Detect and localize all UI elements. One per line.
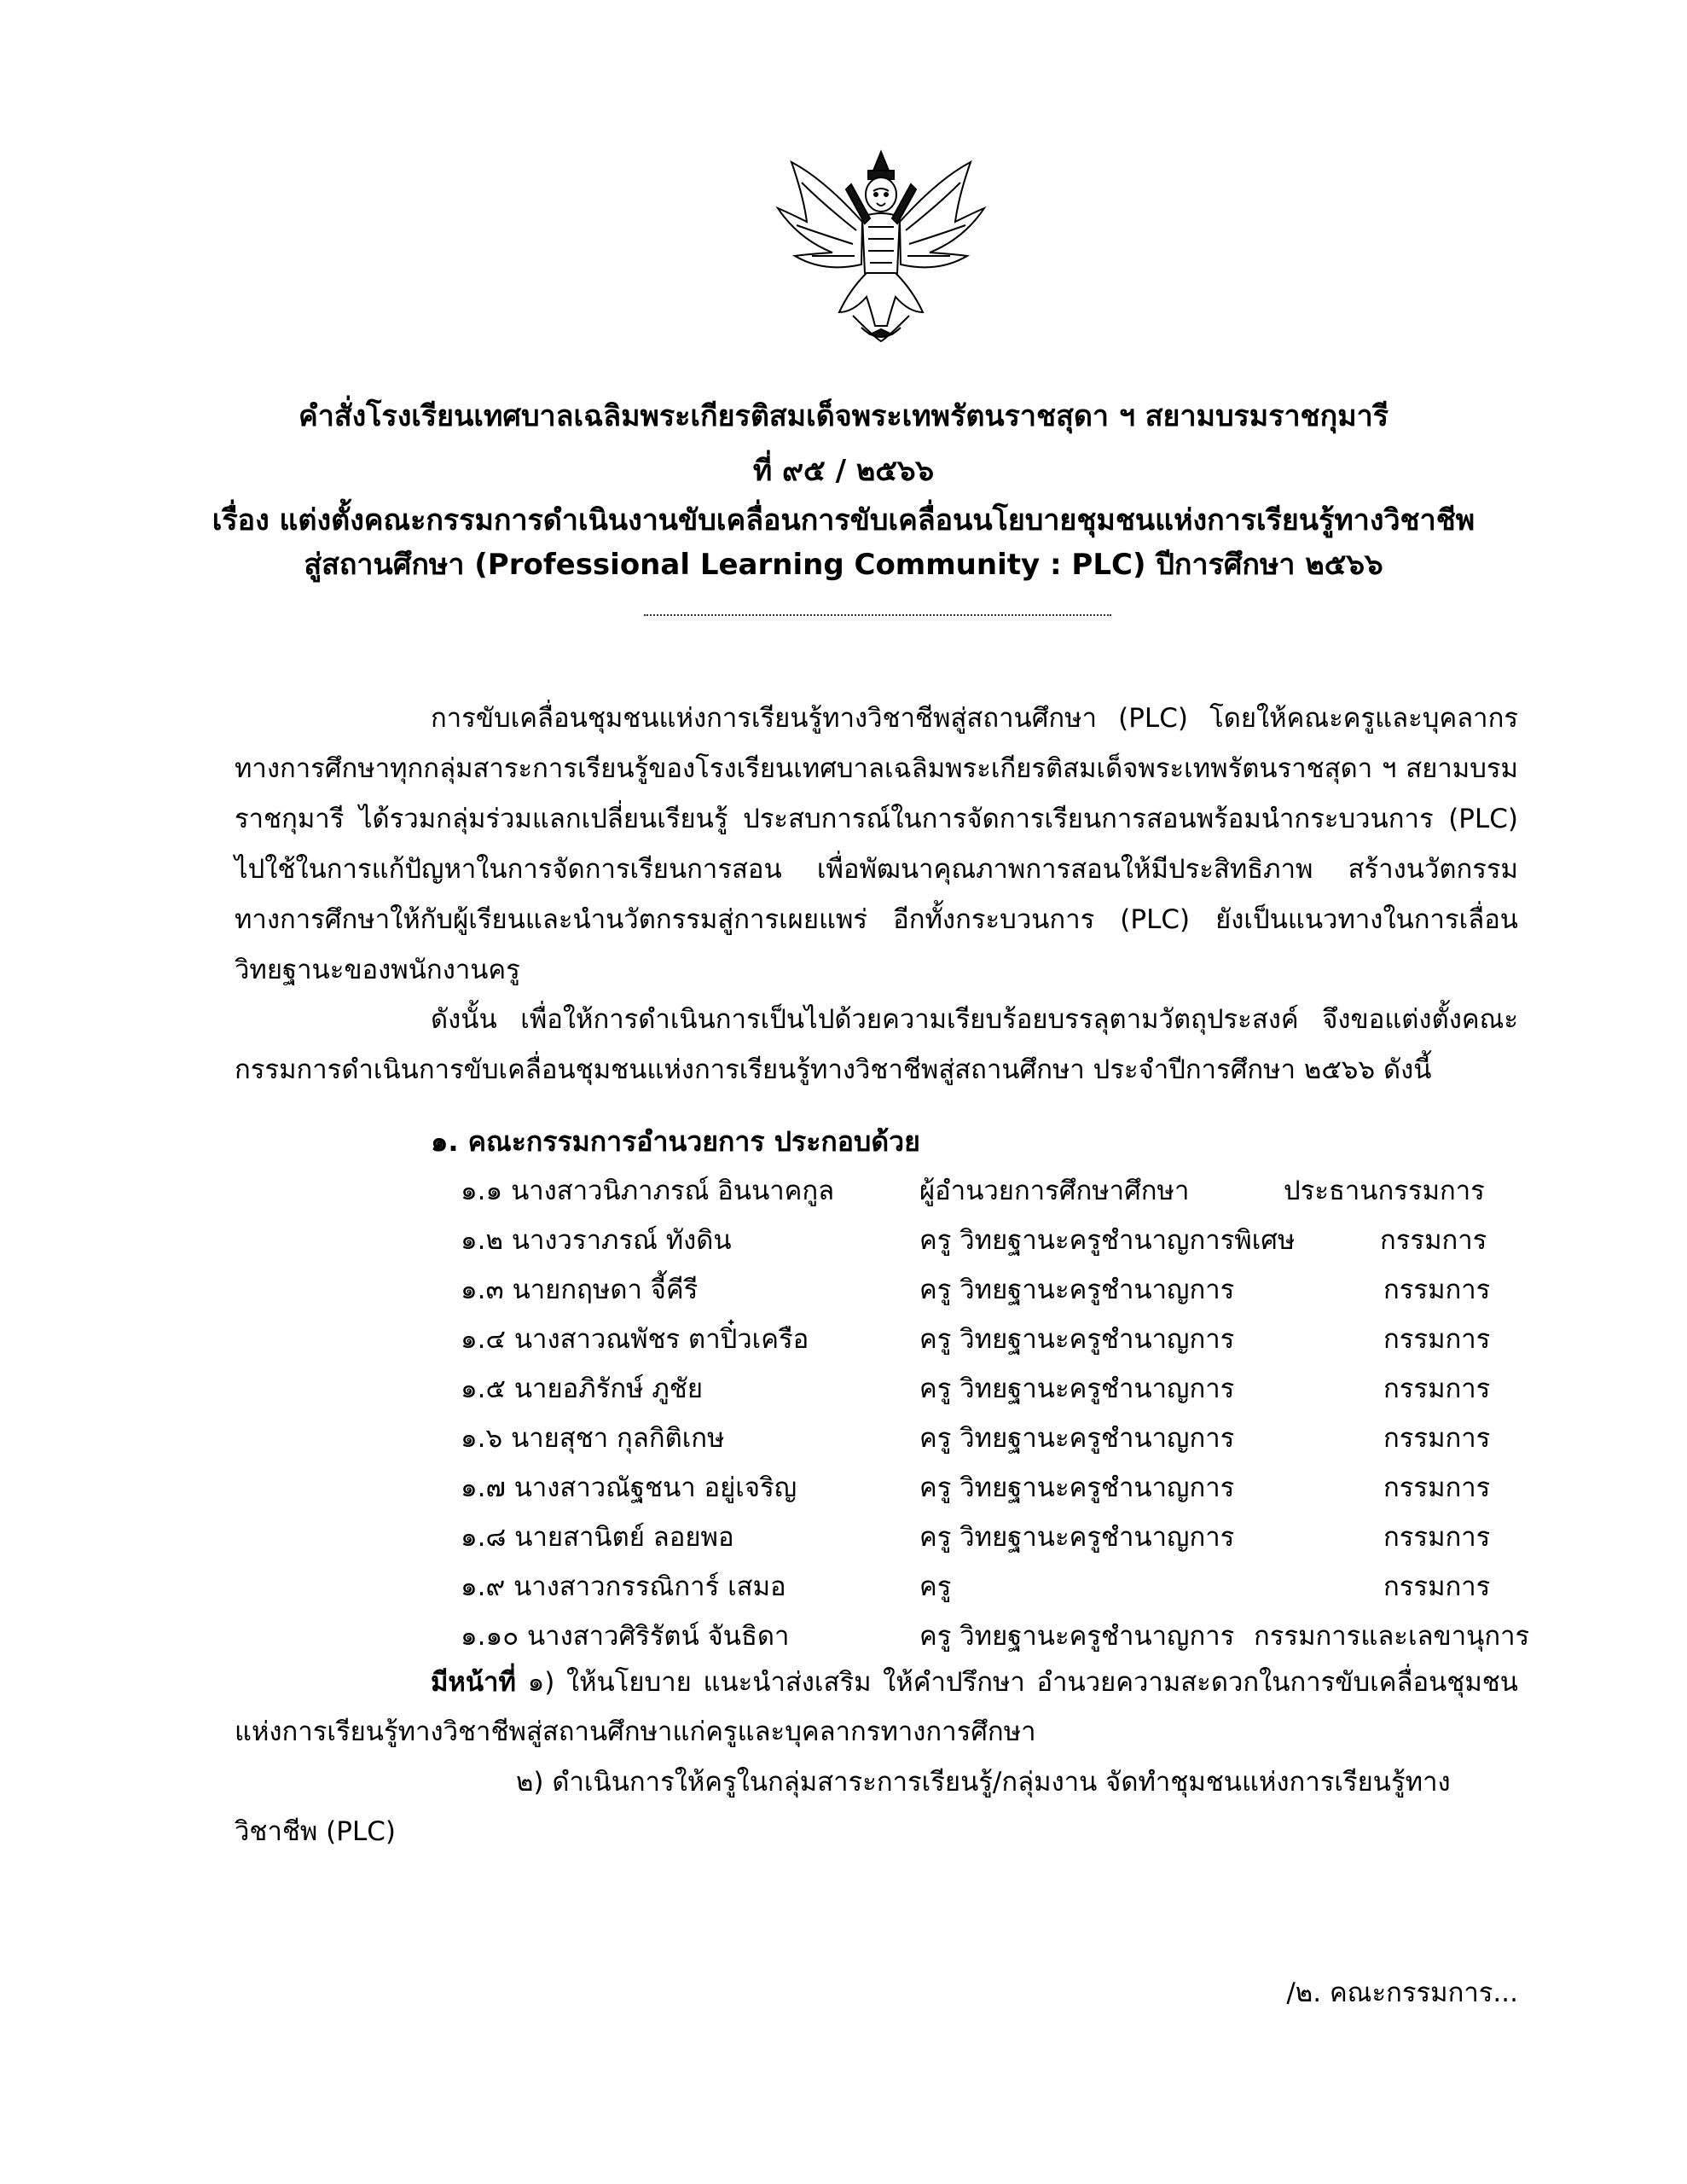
duty-label: มีหน้าที่: [431, 1667, 516, 1698]
committee-title: ๑. คณะกรรมการอำนวยการ ประกอบด้วย: [431, 1125, 920, 1158]
member-name: ๑.๑ นางสาวนิภาภรณ์ อินนาคกูล: [461, 1176, 835, 1206]
page-continuation: /๒. คณะกรรมการ...: [1286, 1978, 1518, 2008]
dotted-divider: [644, 613, 1111, 616]
member-role: กรรมการ: [1383, 1472, 1491, 1503]
member-position: ครู วิทยฐานะครูชำนาญการ: [919, 1324, 1235, 1355]
member-position: ครู วิทยฐานะครูชำนาญการ: [919, 1472, 1235, 1503]
member-position: ครู วิทยฐานะครูชำนาญการพิเศษ: [919, 1225, 1296, 1256]
body-paragraph-1-text: การขับเคลื่อนชุมชนแห่งการเรียนรู้ทางวิชาชีพสู่สถานศึกษา (PLC) โดยให้คณะครูและบุคลากรทางการศึกษาทุกกลุ่มสาระการเรียนรู้ของโรงเรียนเทศบาลเฉลิมพระเกียรติสมเด็จพระเทพรัตนราชสุดา ฯ สยามบรมราชกุมารี ได้รวมกลุ่มร่วมแลกเปลี่ยนเรียนรู้ ประสบการณ์ในการจัดการเรียนการสอนพร้อมนำกระบวนการ (PLC) ไปใช้ในการแก้ปัญหาในการจัดการเรียนการสอน เพื่อพัฒนาคุณภาพการสอนให้มีประสิทธิภาพ สร้างนวัตกรรมทางการศึกษาให้กับผู้เรียนและนำนวัตกรรมสู่การเผยแพร่ อีกทั้งกระบวนการ (PLC) ยังเป็นแนวทางในการเลื่อนวิทยฐานะของพนักงานครู: [235, 703, 1518, 985]
order-subject-continued: สู่สถานศึกษา (Professional Learning Community : PLC) ปีการศึกษา ๒๕๖๖: [304, 548, 1383, 582]
member-position: ครู วิทยฐานะครูชำนาญการ: [919, 1621, 1235, 1652]
member-role: กรรมการ: [1383, 1324, 1491, 1355]
member-name: ๑.๖ นายสุชา กุลกิติเกษ: [461, 1423, 725, 1454]
member-role: กรรมการ: [1380, 1225, 1487, 1256]
duty-1: [235, 1658, 1518, 1757]
member-position: ครู: [919, 1571, 952, 1602]
member-name: ๑.๕ นายอภิรักษ์ ภูชัย: [461, 1374, 704, 1404]
member-role: กรรมการ: [1383, 1374, 1491, 1404]
duty-1-text: ๑) ให้นโยบาย แนะนำส่งเสริม ให้คำปรึกษา อำนวยความสะดวกในการขับเคลื่อนชุมชนแห่งการเรียนรู้ทางวิชาชีพสู่สถานศึกษาแก่ครูและบุคลากรทางการศึกษา: [235, 1667, 1518, 1747]
duty-2-text: ๒) ดำเนินการให้ครูในกลุ่มสาระการเรียนรู้/กลุ่มงาน จัดทำชุมชนแห่งการเรียนรู้ทางวิชาชีพ (PLC): [235, 1767, 1451, 1847]
member-role: ประธานกรรมการ: [1284, 1176, 1485, 1206]
member-name: ๑.๘ นายสานิตย์ ลอยพอ: [461, 1522, 734, 1553]
member-role: กรรมการ: [1383, 1571, 1491, 1602]
member-role: กรรมการ: [1383, 1522, 1491, 1553]
member-position: ครู วิทยฐานะครูชำนาญการ: [919, 1423, 1235, 1454]
member-position: ครู วิทยฐานะครูชำนาญการ: [919, 1522, 1235, 1553]
order-number: ที่ ๙๕ / ๒๕๖๖: [752, 454, 935, 488]
member-role: กรรมการและเลขานุการ: [1254, 1621, 1530, 1652]
member-position: ครู วิทยฐานะครูชำนาญการ: [919, 1374, 1235, 1404]
garuda-emblem-icon: [773, 145, 989, 346]
body-paragraph-1: [235, 694, 1518, 996]
body-paragraph-2: [235, 995, 1518, 1095]
member-role: กรรมการ: [1383, 1275, 1491, 1305]
member-name: ๑.๗ นางสาวณัฐชนา อยู่เจริญ: [461, 1472, 797, 1503]
order-subject: เรื่อง แต่งตั้งคณะกรรมการดำเนินงานขับเคลื่อนการขับเคลื่อนนโยบายชุมชนแห่งการเรียนรู้ทางวิชาชีพ: [212, 503, 1475, 537]
member-role: กรรมการ: [1383, 1423, 1491, 1454]
member-position: ครู วิทยฐานะครูชำนาญการ: [919, 1275, 1235, 1305]
member-name: ๑.๙ นางสาวกรรณิการ์ เสมอ: [461, 1571, 786, 1602]
body-paragraph-2-text: ดังนั้น เพื่อให้การดำเนินการเป็นไปด้วยความเรียบร้อยบรรลุตามวัตถุประสงค์ จึงขอแต่งตั้งคณะกรรมการดำเนินการขับเคลื่อนชุมชนแห่งการเรียนรู้ทางวิชาชีพสู่สถานศึกษา ประจำปีการศึกษา ๒๕๖๖ ดังนี้: [235, 1004, 1518, 1085]
member-name: ๑.๔ นางสาวณพัชร ตาปิ๋วเครือ: [461, 1324, 809, 1355]
member-name: ๑.๓ นายกฤษดา จี้คีรี: [461, 1275, 699, 1305]
order-title: คำสั่งโรงเรียนเทศบาลเฉลิมพระเกียรติสมเด็จพระเทพรัตนราชสุดา ฯ สยามบรมราชกุมารี: [298, 399, 1388, 433]
duty-2: [235, 1757, 1518, 1856]
member-position: ผู้อำนวยการศึกษาศึกษา: [919, 1176, 1190, 1206]
member-name: ๑.๑๐ นางสาวศิริรัตน์ จันธิดา: [461, 1621, 790, 1652]
member-name: ๑.๒ นางวราภรณ์ ทังดิน: [461, 1225, 732, 1256]
